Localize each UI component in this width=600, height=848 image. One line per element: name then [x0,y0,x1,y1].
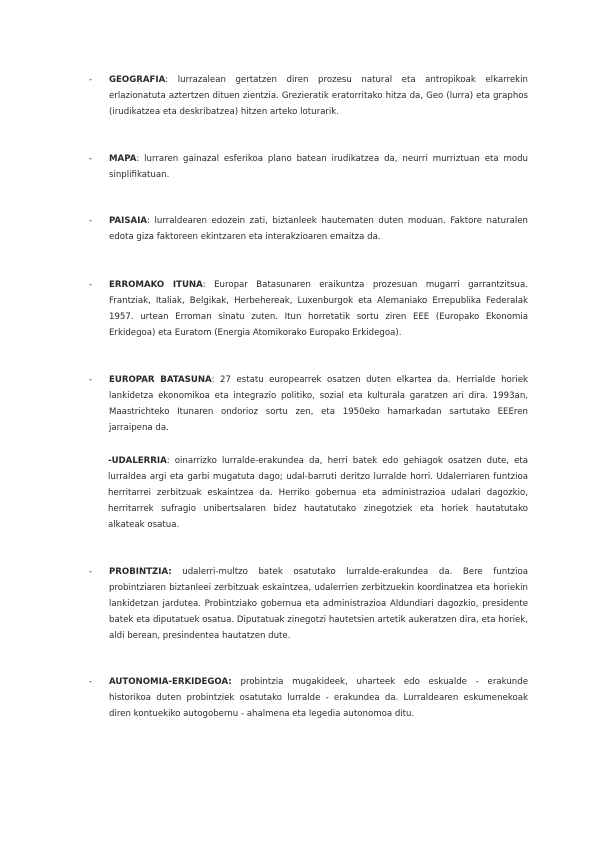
entry-term: PAISAIA [109,216,148,226]
entry-definition: : lurraldearen edozein zati, biztanleek hautematen duten moduan. Faktore naturalen edota giza faktoreen ekintzaren eta interakzioaren emaitza da. [109,216,528,242]
glossary-entry-paisaia [90,213,528,245]
bullet-dash: - [89,75,93,85]
glossary-entry-mapa [90,151,528,183]
bullet-dash: - [89,154,93,164]
entry-term: ERROMAKO ITUNA [109,280,203,290]
glossary-entry-probintzia [90,564,528,644]
entry-text [109,213,528,245]
entry-definition: : lurraren gainazal esferikoa plano batean irudikatzea da, neurri murriztuan eta modu sinplifikatuan. [109,154,528,180]
entry-text [108,453,528,533]
entry-term: EUROPAR BATASUNA [109,375,212,385]
entry-term: -UDALERRIA [108,456,167,466]
entry-definition: : 27 estatu europearrek osatzen duten elkartea da. Herrialde horiek lankidetza ekonomikoa eta integrazio politiko, sozial eta kulturala garatzen ari dira. 1993an, Maastrichteko Itunaren ondorioz sortu zen, eta 1950eko hamarkadan sartutako EEEren jarraipena da. [109,375,528,433]
entry-term: GEOGRAFIA [109,75,166,85]
entry-definition: udalerri-multzo batek osatutako lurralde-erakundea da. Bere funtzioa probintziaren biztanleei zerbitzuak eskaintzea, udalerrien zerbitzuekin koordinatzea eta horiekin lankidetzan jardutea. Probintziako gobernua eta administrazioa Aldundiari dagozkio, presidente batek eta diputatuek osatua. Diputatuak zinegotzi hautetsien artetik aukeratzen dira, eta horiek, aldi berean, presindentea hautatzen dute. [109,567,528,641]
glossary-entry-geografia [90,72,528,120]
entry-definition: : lurrazalean gertatzen diren prozesu natural eta antropikoak elkarrekin erlazionatuta aztertzen dituen zientzia. Grezieratik eratorritako hitza da, Geo (lurra) eta graphos (irudikatzea eta deskribatzea) hitzen arteko loturarik. [109,75,528,117]
bullet-dash: - [89,567,93,577]
bullet-dash: - [89,216,93,226]
entry-text [109,277,528,341]
glossary-entry-erromako-ituna [90,277,528,341]
glossary-entry-europar-batasuna [90,372,528,436]
entry-text [109,372,528,436]
entry-definition: : oinarrizko lurralde-erakundea da, herri batek edo gehiagok osatzen dute, eta lurraldea argi eta garbi mugatuta dago; udal-barruti deritzo lurralde horri. Udalerriaren funtzioa herritarrei zerbitzuak eskaintzea da. Herriko gobernua eta administrazioa udalari dagozkio, herritarrek sufragio unibertsalaren bidez hautatutako zinegotziek eta horiek hautatutako alkateak osatua. [108,456,528,530]
entry-term: AUTONOMIA-ERKIDEGOA: [109,677,232,687]
entry-text [109,151,528,183]
entry-definition: : Europar Batasunaren eraikuntza prozesuan mugarri garrantzitsua. Frantziak, Italiak, Belgikak, Herbehereak, Luxenburgok eta Alemaniako Errepublika Federalak 1957. urtean Erroman sinatu zuten. Itun horretatik sortu ziren EEE (Europako Ekonomia Erkidegoa) eta Euratom (Energia Atomikorako Europako Erkidegoa). [109,280,528,338]
glossary-entry-autonomia-erkidegoa [90,674,528,722]
entry-term: MAPA [109,154,137,164]
bullet-dash: - [89,677,93,687]
bullet-dash: - [89,280,93,290]
entry-definition: probintzia mugakideek, uharteek edo eskualde - erakunde historikoa duten probintziek osatutako lurralde - erakundea da. Lurraldearen eskumenekoak diren kontuekiko autogobernu - ahalmena eta legedia autonomoa ditu. [109,677,528,719]
bullet-dash: - [89,375,93,385]
entry-term: PROBINTZIA: [109,567,172,577]
glossary-entry-udalerria [108,453,528,533]
entry-text [109,564,528,644]
entry-text [109,72,528,120]
entry-text [109,674,528,722]
